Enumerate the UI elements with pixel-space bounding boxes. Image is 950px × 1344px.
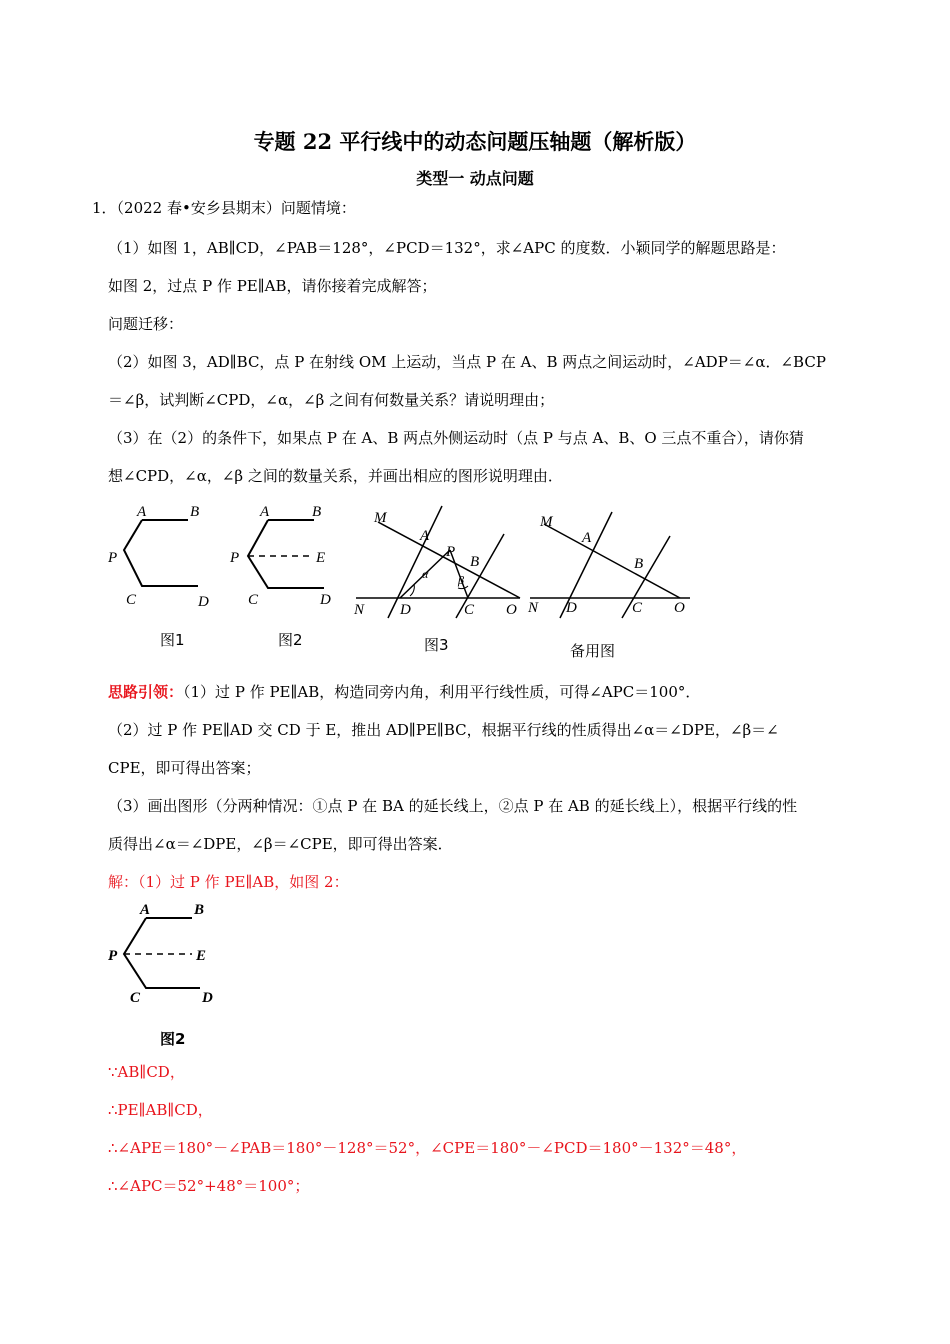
label-n: N [528,600,539,616]
problem-part3-line2: 想∠CPD，∠α，∠β 之间的数量关系，并画出相应的图形说明理由． [108,467,563,485]
label-p: P [108,948,118,964]
label-c: C [632,600,643,616]
label-c: C [248,592,259,608]
label-o: O [674,600,685,616]
problem-header [92,198,356,218]
label-m: M [374,510,387,526]
problem-source: （2022 春•安乡县期末）问题情境： [116,199,356,217]
label-a: A [137,504,147,520]
section-subtitle: 类型一 动点问题 [416,169,534,188]
problem-part2-line2: ＝∠β，试判断∠CPD，∠α，∠β 之间有何数量关系？请说明理由； [108,391,555,409]
label-d: D [198,594,209,610]
figure-1 [100,500,220,650]
label-b: B [470,554,480,570]
label-b: B [634,556,644,572]
label-p: P [108,550,118,566]
label-a: A [420,528,430,544]
hint-label: 思路引领： [108,683,184,701]
label-b: B [194,902,205,918]
label-e: E [196,948,207,964]
label-m: M [540,514,553,530]
solution-step-3: ∴∠APE＝180°－∠PAB＝180°－128°＝52°，∠CPE＝180°－∠PCD＝180°－132°＝48°， [108,1139,747,1157]
hint-part2-line2: CPE，即可得出答案； [108,759,261,777]
solution-figure-caption: 图2 [160,1030,186,1048]
label-d: D [202,990,213,1006]
hint-part1 [108,682,700,702]
label-e: E [316,550,326,566]
hint-part3-line1: （3）画出图形（分两种情况：①点 P 在 BA 的延长线上，②点 P 在 AB 的延长线上），根据平行线的性 [108,797,798,815]
figure-1-caption: 图1 [160,631,185,649]
figure-3 [350,500,530,660]
figure-spare [524,506,704,666]
figure-3-caption: 图3 [424,636,449,654]
hint-part3-line2: 质得出∠α＝∠DPE，∠β＝∠CPE，即可得出答案． [108,835,453,853]
solution-figure-2 [100,898,230,1058]
label-p: P [230,550,240,566]
label-d: D [320,592,331,608]
solution-step-4: ∴∠APC＝52°+48°＝100°； [108,1177,310,1195]
solution-step-2: ∴PE∥AB∥CD， [108,1101,213,1119]
problem-part1-line1: （1）如图 1，AB∥CD，∠PAB＝128°，∠PCD＝132°，求∠APC 的度数．小颖同学的解题思路是： [108,239,786,257]
problem-number: 1． [92,199,117,217]
label-p: P [446,544,456,560]
figure-spare-caption: 备用图 [570,642,616,660]
problem-part3-line1: （3）在（2）的条件下，如果点 P 在 A、B 两点外侧运动时（点 P 与点 A、B、O 三点不重合），请你猜 [108,429,804,447]
label-o: O [506,602,517,618]
hint-part2-line1: （2）过 P 作 PE∥AD 交 CD 于 E，推出 AD∥PE∥BC，根据平行线的性质得出∠α＝∠DPE，∠β＝∠ [108,721,779,739]
solution-intro: 解：（1）过 P 作 PE∥AB，如图 2： [108,873,349,891]
label-n: N [354,602,365,618]
figure-2 [226,500,346,650]
figure-2-caption: 图2 [278,631,303,649]
label-beta: β [458,573,464,587]
label-b: B [190,504,200,520]
page-title: 专题 22 平行线中的动态问题压轴题（解析版） [253,129,697,154]
label-c: C [126,592,137,608]
label-alpha: α [422,567,429,581]
problem-part2-line1: （2）如图 3，AD∥BC，点 P 在射线 OM 上运动，当点 P 在 A、B 两点之间运动时，∠ADP＝∠α．∠BCP [108,353,826,371]
label-a: A [140,902,151,918]
solution-step-1: ∵AB∥CD， [108,1063,185,1081]
label-c: C [130,990,141,1006]
problem-part1-line2: 如图 2，过点 P 作 PE∥AB，请你接着完成解答； [108,277,437,295]
label-a: A [582,530,592,546]
label-c: C [464,602,475,618]
label-d: D [566,600,577,616]
hint-part1-text: （1）过 P 作 PE∥AB，构造同旁内角，利用平行线性质，可得∠APC＝100°． [183,683,701,701]
label-a: A [260,504,270,520]
label-b: B [312,504,322,520]
label-d: D [400,602,411,618]
problem-transfer: 问题迁移： [108,315,184,333]
